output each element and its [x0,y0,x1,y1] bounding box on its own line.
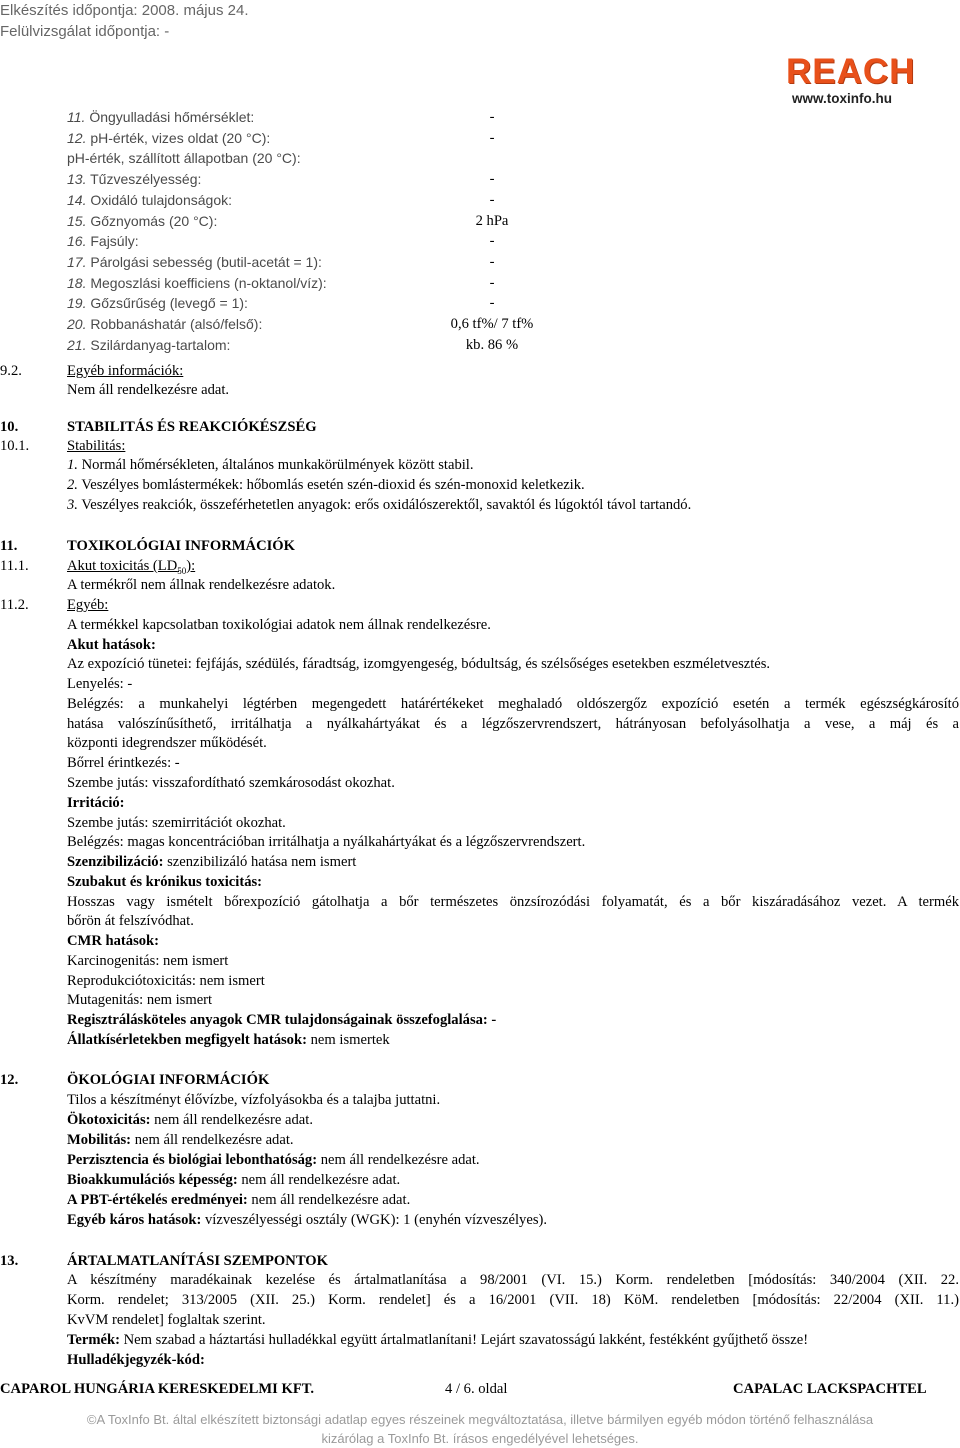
property-label [67,315,262,334]
stability-item-text: Veszélyes reakciók, összeférhetetlen anyagok: erős oxidálószerektől, savaktól és lúgoktól távol tartandó. [81,497,692,513]
section-13-number: 13. [0,1253,19,1269]
section-11-1-number: 11.1. [0,558,29,574]
tox-heading: Regisztrálásköteles anyagok CMR tulajdonságainak összefoglalása: - [67,1012,497,1028]
tox-line: Állatkísérletekben megfigyelt hatások: nem ismertek [67,1032,390,1048]
property-number: 17. [67,253,87,270]
eco-row-label: Ökotoxicitás: [67,1112,151,1128]
eco-row [67,1131,294,1150]
property-number: 12. [67,129,87,146]
tox-line: Karcinogenitás: nem ismert [67,953,229,969]
eco-row-value: vízveszélyességi osztály (WGK): 1 (enyhén vízveszélyes). [201,1212,548,1228]
property-label-text: Szilárdanyag-tartalom: [90,336,231,353]
stability-item-text: Normál hőmérsékleten, általános munkakörülmények között stabil. [81,457,474,473]
tox-heading: Irritáció: [67,795,125,811]
section-11-2-number: 11.2. [0,597,29,613]
section-9-2-number: 9.2. [0,363,22,379]
tox-heading: Szubakut és krónikus toxicitás: [67,874,263,890]
property-label [67,212,217,231]
property-number: 21. [67,336,87,353]
property-label [67,129,270,148]
property-label [67,336,230,355]
property-label-text: Öngyulladási hőmérséklet: [89,109,255,125]
property-value: - [489,171,495,188]
eco-row-value: nem áll rendelkezésre adat. [150,1112,313,1128]
logo-url: www.toxinfo.hu [792,91,892,106]
eco-row [67,1211,547,1230]
tox-line: Szembe jutás: szemirritációt okozhat. [67,815,286,831]
property-value: - [489,109,495,125]
copyright-line: ©A ToxInfo Bt. által elkészített biztonsági adatlap egyes részeinek megváltoztatása, illetve bármilyen egyéb módon történő felhasználása [86,1412,874,1427]
company-name: CAPAROL HUNGÁRIA KERESKEDELMI KFT. [0,1381,315,1397]
property-value: 2 hPa [475,212,509,229]
eco-row-value: nem áll rendelkezésre adat. [131,1132,294,1148]
disposal-line: KvVM rendelet] foglaltak szerint. [67,1312,266,1328]
property-value: - [489,274,495,291]
tox-line: Reprodukciótoxicitás: nem ismert [67,973,265,989]
tox-line: A termékkel kapcsolatban toxikológiai adatok nem állnak rendelkezésre. [67,617,491,633]
eco-row-label: Mobilitás: [67,1132,132,1148]
tox-line: Szenzibilizáció: szenzibilizáló hatása nem ismert [67,854,357,870]
property-label [67,170,201,189]
copyright-line: kizárólag a ToxInfo Bt. írásos engedélyével lehetséges. [321,1431,639,1446]
section-11-1-title: Akut toxicitás $(LD_{50})$: [67,558,196,576]
stability-item-text: Veszélyes bomlástermékek: hőbomlás esetén szén-dioxid és szén-monoxid keletkezik. [81,477,585,493]
stability-item-number: 2. [67,477,78,493]
eco-row [67,1171,400,1190]
stability-item-number: 3. [67,497,78,513]
property-label-text: pH-érték, vizes oldat (20 °C): [90,129,271,146]
section-10-1-number: 10.1. [0,438,30,454]
disposal-line: A készítmény maradékainak kezelése és ártalmatlanítása a 98/2001 (VI. 15.) Korm. rendeletben [módosítás: 340/2004 (XII. 22. [67,1272,959,1288]
eco-line: Tilos a készítményt élővízbe, vízfolyásokba és a talajba juttatni. [67,1092,441,1108]
property-value: - [489,233,495,250]
property-label [67,294,248,313]
section-12-number: 12. [0,1072,19,1088]
eco-row-label: Bioakkumulációs képesség: [67,1172,238,1188]
section-12-title: ÖKOLÓGIAI INFORMÁCIÓK [67,1072,270,1088]
property-label [67,274,327,293]
section-10-1-title: Stabilitás: [67,438,126,454]
property-number: 20. [67,316,87,332]
tox-line: Lenyelés: - [67,676,133,692]
created-date: Elkészítés időpontja: 2008. május 24. [0,2,249,19]
tox-heading: Akut hatások: [67,637,156,653]
section-9-2-text: Nem áll rendelkezésre adat. [67,382,230,398]
property-value: - [489,191,495,208]
disposal-line: Termék: Nem szabad a háztartási hulladékkal együtt ártalmatlanítani! Lejárt szavatosságú lakként, festékként gyűjthető össze! [67,1332,809,1348]
tox-line: Belégzés: a munkahelyi légtérben megengedett határértékeket meghaladó oldószergőz expozíció esetén a termék egészségkárosító [67,696,959,712]
product-name: CAPALAC LACKSPACHTEL [733,1381,927,1397]
tox-line: Belégzés: magas koncentrációban irritálhatja a nyálkahártyákat és a légzőszervrendszert. [67,834,586,850]
property-number: 13. [67,171,87,188]
property-value: - [489,129,495,146]
property-value: kb. 86 % [465,336,519,353]
property-value: - [489,253,495,270]
eco-row [67,1191,410,1210]
stability-item [67,456,474,475]
property-number: 16. [67,233,87,250]
section-11-title: TOXIKOLÓGIAI INFORMÁCIÓK [67,538,295,554]
section-13-title: ÁRTALMATLANÍTÁSI SZEMPONTOK [67,1253,328,1269]
eco-row-label: Egyéb káros hatások: [67,1212,202,1228]
property-label-text: Gőznyomás (20 °C): [90,212,218,229]
eco-row-value: nem áll rendelkezésre adat. [247,1192,411,1208]
disposal-line: Korm. rendelet; 313/2005 (XII. 25.) Korm. rendelet] és a 16/2001 (VII. 18) KöM. rendeletben [módosítás: 22/2004 (XII. 11.) [67,1292,959,1308]
section-10-number: 10. [0,419,19,435]
property-number: 19. [67,295,87,312]
logo-word: REACH [786,52,916,91]
property-number: 14. [67,191,87,208]
tox-line: Bőrrel érintkezés: - [67,755,180,771]
tox-line: hatása valószínűsíthető, irritálhatja a nyálkahártyákat és a légzőszervrendszert, hátrányosan befolyásolhatja a vese, a máj és a [67,716,959,732]
tox-line: Mutagenitás: nem ismert [67,992,213,1008]
stability-item [67,476,585,495]
eco-row-value: nem áll rendelkezésre adat. [237,1172,401,1188]
tox-heading: CMR hatások: [67,933,160,949]
property-value: 0,6 tf%/ 7 tf% [450,316,534,332]
property-label-text: Párolgási sebesség (butil-acetát = 1): [90,253,322,270]
section-11-2-title: Egyéb: [67,597,109,613]
eco-row [67,1151,480,1170]
tox-line: Hosszas vagy ismételt bőrexpozíció gátolhatja a bőr természetes önzsírozódási folyamatát, és a bőr kiszáradásához vezet. A termék [67,894,959,910]
tox-line: Az expozíció tünetei: fejfájás, szédülés, fáradtság, izomgyengeség, bódultság, és szélsőséges esetekben eszméletvesztés. [67,656,771,672]
property-label [67,149,301,168]
property-label-text: pH-érték, szállított állapotban (20 °C): [67,150,301,167]
eco-row-value: nem áll rendelkezésre adat. [317,1152,480,1168]
page-footer [0,1380,960,1400]
property-label-text: Fajsúly: [90,233,139,250]
copyright-notice [0,1410,960,1448]
reach-logo [786,52,946,110]
property-label [67,191,232,210]
property-number: 15. [67,212,87,229]
property-label [67,232,139,251]
property-number: 18. [67,274,87,291]
tox-line: központi idegrendszer működését. [67,735,267,751]
eco-row-label: Perzisztencia és biológiai lebonthatóság: [67,1152,318,1168]
property-label-text: Robbanáshatár (alsó/felső): [90,316,263,332]
section-11-1-text: A termékről nem állnak rendelkezésre adatok. [67,577,336,593]
property-label-text: Oxidáló tulajdonságok: [90,191,233,208]
property-label-text: Megoszlási koefficiens (n-oktanol/víz): [90,274,327,291]
property-label-text: Gőzsűrűség (levegő = 1): [90,295,248,312]
eco-row-label: A PBT-értékelés eredményei: [67,1192,248,1208]
property-label [67,253,322,272]
page-number: 4 / 6. oldal [445,1381,508,1397]
tox-line: Szembe jutás: visszafordítható szemkárosodást okozhat. [67,775,395,791]
stability-item [67,496,691,515]
property-number: 11. [67,109,86,125]
property-label-text: Tűzveszélyesség: [90,171,202,188]
revision-date: Felülvizsgálat időpontja: - [0,23,170,40]
section-10-title: STABILITÁS ÉS REAKCIÓKÉSZSÉG [67,419,317,435]
property-label [67,108,254,127]
section-9-2-title: Egyéb információk: [67,363,184,379]
stability-item-number: 1. [67,457,78,473]
tox-line: bőrön át felszívódhat. [67,913,194,929]
property-value: - [489,295,495,312]
page-header [0,0,248,42]
eco-row [67,1111,313,1130]
waste-code-label: Hulladékjegyzék-kód: [67,1352,205,1368]
section-11-number: 11. [0,538,18,554]
